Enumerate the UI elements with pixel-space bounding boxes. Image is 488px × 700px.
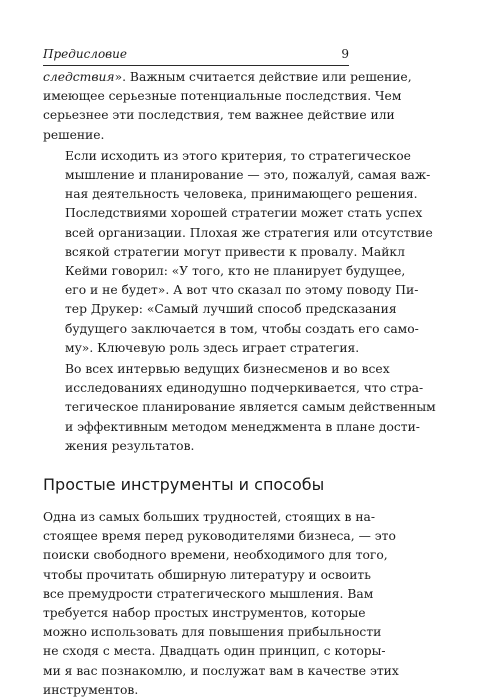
- text-line: серьезнее эти последствия, тем важнее действие или: [43, 108, 395, 123]
- text-line: исследованиях единодушно подчеркивается, что стра-: [65, 381, 424, 396]
- text-line: Одна из самых больших трудностей, стоящих в на-: [43, 510, 375, 525]
- paragraph: [43, 360, 436, 456]
- text-fragment: ». Важным считается действие или решение,: [114, 70, 412, 84]
- text-line: Последствиями хорошей стратегии может стать успех: [65, 206, 423, 221]
- page-number: 9: [341, 47, 349, 61]
- paragraph: [43, 508, 399, 700]
- text-line: требуется набор простых инструментов, которые: [43, 606, 366, 621]
- text-line: [43, 68, 412, 87]
- italic-word: следствия: [43, 70, 115, 84]
- section-title: Предисловие: [43, 47, 127, 61]
- text-line: инструментов.: [43, 682, 139, 697]
- text-line: тер Друкер: «Самый лучший способ предсказания: [65, 302, 397, 317]
- text-line: всей организации. Плохая же стратегия или отсутствие: [65, 225, 433, 240]
- text-line: все премудрости стратегического мышления. Вам: [43, 586, 374, 601]
- text-line: имеющее серьезные потенциальные последствия. Чем: [43, 89, 402, 104]
- text-line: ная деятельность человека, принимающего решения.: [65, 187, 418, 202]
- section-heading: Простые инструменты и способы: [43, 475, 325, 495]
- header-rule: [43, 65, 349, 66]
- text-line: му». Ключевую роль здесь играет стратегия.: [65, 340, 360, 355]
- text-line: мышление и планирование — это, пожалуй, самая важ-: [65, 168, 431, 183]
- text-line: чтобы прочитать обширную литературу и освоить: [43, 567, 371, 582]
- running-header: [43, 47, 349, 61]
- text-line: можно использовать для повышения прибыльности: [43, 625, 382, 640]
- text-line: стоящее время перед руководителями бизнеса, — это: [43, 529, 396, 544]
- text-line: Кейми говорил: «У того, кто не планирует будущее,: [65, 264, 406, 279]
- text-line: ми я вас познакомлю, и послужат вам в качестве этих: [43, 663, 399, 678]
- text-line: Если исходить из этого критерия, то стратегическое: [65, 148, 411, 163]
- paragraph: [43, 147, 433, 358]
- body-text: [43, 68, 436, 700]
- text-line: и эффективным методом менеджмента в плане дости-: [65, 419, 420, 434]
- text-line: всякой стратегии могут привести к провалу. Майкл: [65, 244, 405, 259]
- paragraph-continued: [43, 68, 412, 145]
- text-line: решение.: [43, 127, 105, 142]
- text-line: Во всех интервью ведущих бизнесменов и во всех: [65, 362, 390, 377]
- text-line: его и не будет». А вот что сказал по этому поводу Пи-: [65, 283, 419, 298]
- text-line: не сходя с места. Двадцать один принцип, с которы-: [43, 644, 386, 659]
- text-line: поиски свободного времени, необходимого для того,: [43, 548, 388, 563]
- text-line: тегическое планирование является самым действенным: [65, 400, 436, 415]
- text-line: жения результатов.: [65, 438, 195, 453]
- text-line: будущего заключается в том, чтобы создать его само-: [65, 321, 419, 336]
